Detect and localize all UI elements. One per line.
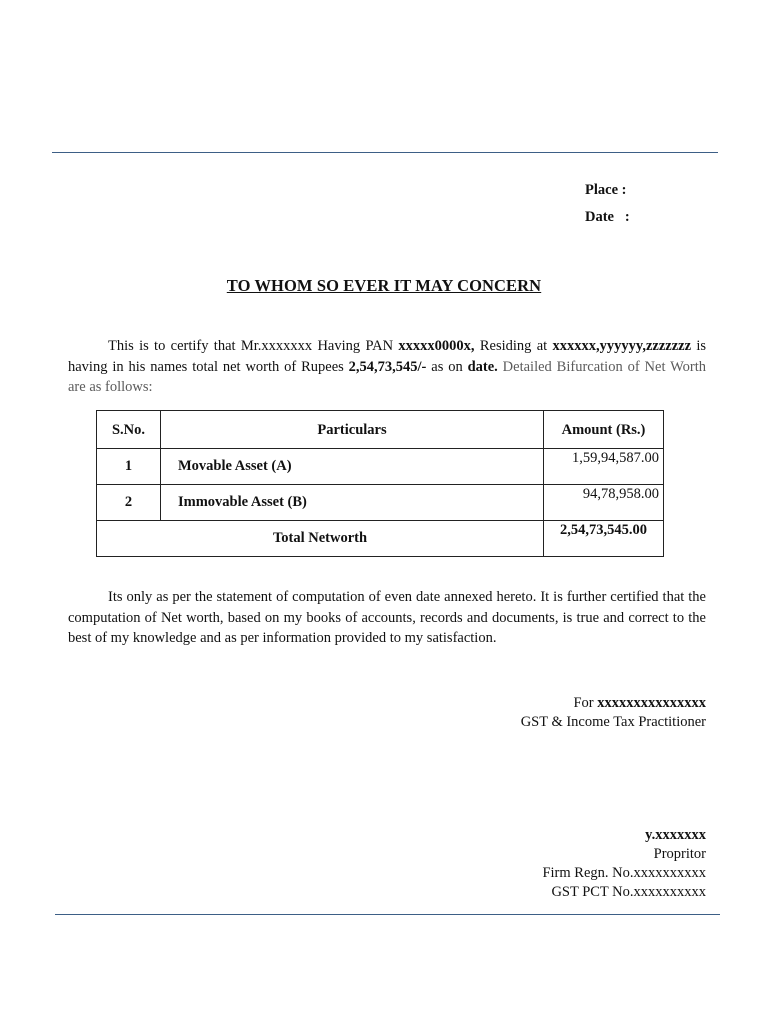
row-sno: 2 <box>97 485 161 521</box>
total-row <box>97 521 664 557</box>
total-label: Total Networth <box>97 521 544 557</box>
firm-name: xxxxxxxxxxxxxxx <box>597 695 706 711</box>
signatory-title: Propritor <box>653 846 706 862</box>
as-on-date: date. <box>467 358 498 375</box>
networth-text: is having in his names total net worth of Rupees <box>68 338 706 375</box>
header-sno: S.No. <box>97 411 161 449</box>
row-amount: 1,59,94,587.00 <box>544 449 664 485</box>
table-header-row <box>97 411 664 449</box>
certificate-paragraph <box>68 336 706 398</box>
person-name: xxxxxxx <box>261 338 313 354</box>
for-label: For <box>573 695 598 711</box>
row-amount: 94,78,958.00 <box>544 485 664 521</box>
header-amount: Amount (Rs.) <box>544 411 664 449</box>
statement-text: Its only as per the statement of computation of even date annexed hereto. It is further certified that the computation of Net worth, based on my books of accounts, records and documents, is true and correct to the best of my knowledge and as per information provided to my satisfaction. <box>68 589 706 646</box>
gst-pct-number: GST PCT No.xxxxxxxxxx <box>551 884 706 900</box>
networth-amount: 2,54,73,545/- <box>348 358 427 375</box>
firm-regn-number: Firm Regn. No.xxxxxxxxxx <box>542 865 706 881</box>
header-particulars: Particulars <box>161 411 544 449</box>
row-sno: 1 <box>97 449 161 485</box>
bottom-divider <box>55 914 720 915</box>
pan-number: xxxxx0000x, <box>398 338 475 354</box>
row-particular: Movable Asset (A) <box>161 449 544 485</box>
place-label: Place : <box>585 182 627 198</box>
row-particular: Immovable Asset (B) <box>161 485 544 521</box>
date-label: Date : <box>585 209 630 225</box>
as-on-text: as on <box>426 358 468 375</box>
bifurcation-text: Detailed Bifurcation of Net Worth are as follows: <box>68 358 706 395</box>
firm-block <box>521 694 706 732</box>
statement-paragraph <box>68 587 706 649</box>
certify-text: This is to certify that Mr. <box>108 338 262 354</box>
signatory-name: y.xxxxxxx <box>645 827 706 843</box>
pan-label: Having PAN <box>312 338 399 354</box>
networth-table <box>96 410 664 557</box>
top-divider <box>52 152 718 153</box>
address: xxxxxx,yyyyyy,zzzzzzz <box>552 338 692 354</box>
table-row <box>97 485 664 521</box>
total-amount: 2,54,73,545.00 <box>544 521 664 557</box>
table-row <box>97 449 664 485</box>
residing-label: Residing at <box>474 338 553 354</box>
document-title: TO WHOM SO EVER IT MAY CONCERN <box>226 276 542 295</box>
signatory-block <box>542 826 706 902</box>
firm-designation: GST & Income Tax Practitioner <box>520 714 706 730</box>
